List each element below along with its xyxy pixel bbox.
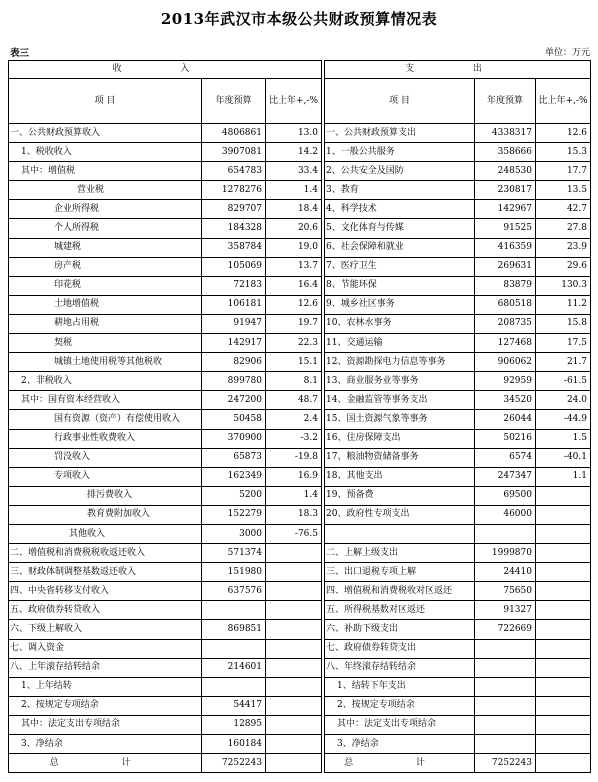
row-item (325, 524, 475, 543)
table-row (9, 601, 322, 620)
row-item: 土地增值税 (9, 295, 202, 314)
row-item: 15、国土资源气象等事务 (325, 410, 475, 429)
table-row (325, 544, 591, 563)
row-item: 10、农林水事务 (325, 314, 475, 333)
row-budget: 680518 (475, 295, 536, 314)
row-change: 14.2 (266, 143, 322, 162)
table-row (325, 257, 591, 276)
row-item: 六、下级上解收入 (9, 620, 202, 639)
row-budget: 214601 (202, 658, 266, 677)
row-item: 八、年终滚存结转结余 (325, 658, 475, 677)
expenditure-col-change: 比上年+,-% (536, 79, 591, 124)
table-row (325, 735, 591, 754)
row-budget: 869851 (202, 620, 266, 639)
expenditure-col-item: 项 目 (325, 79, 475, 124)
row-item: 9、城乡社区事务 (325, 295, 475, 314)
row-change: 12.6 (536, 124, 591, 143)
row-change (266, 582, 322, 601)
row-item: 3、净结余 (325, 735, 475, 754)
row-item: 耕地占用税 (9, 314, 202, 333)
row-budget: 370900 (202, 429, 266, 448)
row-change (266, 563, 322, 582)
row-change: 15.8 (536, 314, 591, 333)
table-row (9, 353, 322, 372)
row-budget (202, 639, 266, 658)
row-item: 3、净结余 (9, 735, 202, 754)
row-change: 42.7 (536, 200, 591, 219)
row-change: 1.4 (266, 486, 322, 505)
row-budget: 91327 (475, 601, 536, 620)
row-budget: 50458 (202, 410, 266, 429)
row-change: 8.1 (266, 372, 322, 391)
table-row (9, 696, 322, 715)
row-budget: 24410 (475, 563, 536, 582)
row-change (266, 639, 322, 658)
row-budget: 416359 (475, 238, 536, 257)
table-row (325, 486, 591, 505)
table-row (9, 276, 322, 295)
row-budget: 230817 (475, 181, 536, 200)
row-budget: 829707 (202, 200, 266, 219)
table-row (9, 200, 322, 219)
row-item: 2、非税收入 (9, 372, 202, 391)
table-row (9, 429, 322, 448)
row-item: 17、粮油物资储备事务 (325, 448, 475, 467)
row-change: 2.4 (266, 410, 322, 429)
report-title: 2013年武汉市本级公共财政预算情况表 (160, 10, 438, 28)
row-item: 3、教育 (325, 181, 475, 200)
row-item: 三、财政体制调整基数返还收入 (9, 563, 202, 582)
row-item: 13、商业服务业等事务 (325, 372, 475, 391)
row-budget: 91525 (475, 219, 536, 238)
table-row (9, 658, 322, 677)
row-item: 1、一般公共服务 (325, 143, 475, 162)
row-item: 契税 (9, 334, 202, 353)
table-row (325, 314, 591, 333)
row-change (266, 601, 322, 620)
row-change: 22.3 (266, 334, 322, 353)
table-row (9, 715, 322, 734)
table-row (9, 219, 322, 238)
row-change (536, 715, 591, 734)
table-row (325, 582, 591, 601)
table-row (325, 410, 591, 429)
row-change: 1.5 (536, 429, 591, 448)
row-budget: 142967 (475, 200, 536, 219)
budget-tables (8, 60, 590, 780)
row-change: -61.5 (536, 372, 591, 391)
row-item: 7、医疗卫生 (325, 257, 475, 276)
row-budget: 72183 (202, 276, 266, 295)
row-budget (475, 658, 536, 677)
row-budget: 162349 (202, 467, 266, 486)
row-item: 1、税收收入 (9, 143, 202, 162)
table-row (325, 715, 591, 734)
table-row (9, 620, 322, 639)
row-change (536, 735, 591, 754)
row-change: 48.7 (266, 391, 322, 410)
table-row (9, 582, 322, 601)
row-budget: 247347 (475, 467, 536, 486)
row-budget: 6574 (475, 448, 536, 467)
row-budget: 3907081 (202, 143, 266, 162)
row-item: 1、结转下年支出 (325, 677, 475, 696)
row-budget: 1278276 (202, 181, 266, 200)
row-change: 17.7 (536, 162, 591, 181)
table-row (325, 219, 591, 238)
row-item: 国有资源（资产）有偿使用收入 (9, 410, 202, 429)
row-item: 四、中央省转移支付收入 (9, 582, 202, 601)
row-item: 个人所得税 (9, 219, 202, 238)
row-budget: 7252243 (202, 754, 266, 773)
row-budget: 92959 (475, 372, 536, 391)
table-row (9, 639, 322, 658)
row-budget: 105069 (202, 257, 266, 276)
row-item: 5、文化体育与传媒 (325, 219, 475, 238)
table-row (325, 391, 591, 410)
table-row (325, 754, 591, 773)
income-col-item: 项 目 (9, 79, 202, 124)
row-change: 33.4 (266, 162, 322, 181)
row-item: 四、增值税和消费税收对区返还 (325, 582, 475, 601)
row-item: 总 计 (9, 754, 202, 773)
row-budget: 5200 (202, 486, 266, 505)
row-item: 19、预备费 (325, 486, 475, 505)
row-item: 一、公共财政预算支出 (325, 124, 475, 143)
table-row (9, 754, 322, 773)
row-item: 2、按规定专项结余 (9, 696, 202, 715)
table-row (9, 257, 322, 276)
row-item: 五、政府债券转贷收入 (9, 601, 202, 620)
row-budget: 152279 (202, 505, 266, 524)
table-row (9, 372, 322, 391)
row-change: 16.9 (266, 467, 322, 486)
row-budget: 269631 (475, 257, 536, 276)
row-item: 行政事业性收费收入 (9, 429, 202, 448)
table-row (325, 601, 591, 620)
table-row (325, 143, 591, 162)
row-budget: 151980 (202, 563, 266, 582)
table-row (325, 372, 591, 391)
row-change: 13.5 (536, 181, 591, 200)
income-header: 收 入 (9, 61, 322, 79)
expenditure-col-budget: 年度预算 (475, 79, 536, 124)
row-item: 14、金融监管等事务支出 (325, 391, 475, 410)
row-change: 15.3 (536, 143, 591, 162)
table-row (325, 677, 591, 696)
row-item: 企业所得税 (9, 200, 202, 219)
row-change: 18.4 (266, 200, 322, 219)
row-budget: 571374 (202, 544, 266, 563)
row-change (536, 582, 591, 601)
table-row (9, 505, 322, 524)
row-change: -3.2 (266, 429, 322, 448)
row-item: 城建税 (9, 238, 202, 257)
row-change (266, 754, 322, 773)
table-row (325, 238, 591, 257)
row-item: 20、政府性专项支出 (325, 505, 475, 524)
row-item: 专项收入 (9, 467, 202, 486)
income-table (8, 60, 322, 773)
table-row (325, 696, 591, 715)
row-item: 16、住房保障支出 (325, 429, 475, 448)
row-change: 17.5 (536, 334, 591, 353)
row-item: 6、社会保障和就业 (325, 238, 475, 257)
row-budget: 54417 (202, 696, 266, 715)
row-budget: 3000 (202, 524, 266, 543)
table-row (325, 505, 591, 524)
row-change (536, 658, 591, 677)
row-budget (202, 601, 266, 620)
row-change: 1.4 (266, 181, 322, 200)
row-change: 13.7 (266, 257, 322, 276)
row-item: 六、补助下级支出 (325, 620, 475, 639)
expenditure-table (324, 60, 591, 773)
table-row (325, 124, 591, 143)
table-row (325, 658, 591, 677)
row-budget: 75650 (475, 582, 536, 601)
row-item: 城镇土地使用税等其他税收 (9, 353, 202, 372)
row-change: -44.9 (536, 410, 591, 429)
row-change: -19.8 (266, 448, 322, 467)
table-row (325, 524, 591, 543)
row-change: 23.9 (536, 238, 591, 257)
row-change: 15.1 (266, 353, 322, 372)
row-budget (475, 715, 536, 734)
row-change (536, 639, 591, 658)
row-change: -40.1 (536, 448, 591, 467)
table-row (9, 143, 322, 162)
row-item: 教育费附加收入 (9, 505, 202, 524)
table-row (9, 295, 322, 314)
row-budget: 46000 (475, 505, 536, 524)
row-budget: 127468 (475, 334, 536, 353)
row-change: 19.7 (266, 314, 322, 333)
row-item: 二、增值税和消费税税收返还收入 (9, 544, 202, 563)
row-budget: 248530 (475, 162, 536, 181)
table-row (9, 124, 322, 143)
row-budget: 69500 (475, 486, 536, 505)
row-change (536, 505, 591, 524)
row-item: 七、政府债券转贷支出 (325, 639, 475, 658)
table-row (9, 563, 322, 582)
row-item: 三、出口退税专项上解 (325, 563, 475, 582)
row-budget: 1999870 (475, 544, 536, 563)
row-change (536, 524, 591, 543)
row-change: 12.6 (266, 295, 322, 314)
row-budget: 82906 (202, 353, 266, 372)
table-number: 表三 (10, 48, 30, 59)
row-item: 其中：增值税 (9, 162, 202, 181)
table-row (9, 735, 322, 754)
row-budget: 7252243 (475, 754, 536, 773)
table-row (9, 410, 322, 429)
row-budget (475, 696, 536, 715)
row-change: 27.8 (536, 219, 591, 238)
row-item: 房产税 (9, 257, 202, 276)
table-row (9, 448, 322, 467)
row-budget: 142917 (202, 334, 266, 353)
row-item: 一、公共财政预算收入 (9, 124, 202, 143)
row-budget: 722669 (475, 620, 536, 639)
unit-label: 单位：万元 (544, 48, 590, 58)
table-row (9, 677, 322, 696)
row-budget: 906062 (475, 353, 536, 372)
row-change (536, 620, 591, 639)
row-item: 总 计 (325, 754, 475, 773)
row-change: 11.2 (536, 295, 591, 314)
row-change (536, 696, 591, 715)
row-budget: 358666 (475, 143, 536, 162)
row-budget: 637576 (202, 582, 266, 601)
row-change: 1.1 (536, 467, 591, 486)
table-row (9, 544, 322, 563)
row-change (266, 715, 322, 734)
table-row (9, 162, 322, 181)
income-col-budget: 年度预算 (202, 79, 266, 124)
row-change (266, 696, 322, 715)
table-row (325, 639, 591, 658)
row-change (536, 544, 591, 563)
table-row (325, 467, 591, 486)
table-row (325, 620, 591, 639)
row-item: 八、上年滚存结转结余 (9, 658, 202, 677)
row-change: 20.6 (266, 219, 322, 238)
row-budget: 184328 (202, 219, 266, 238)
row-item: 4、科学技术 (325, 200, 475, 219)
row-change: 18.3 (266, 505, 322, 524)
row-budget: 83879 (475, 276, 536, 295)
row-change (266, 677, 322, 696)
row-change (536, 563, 591, 582)
row-budget: 654783 (202, 162, 266, 181)
row-item: 1、上年结转 (9, 677, 202, 696)
row-budget: 12895 (202, 715, 266, 734)
table-row (325, 276, 591, 295)
table-row (325, 162, 591, 181)
table-row (325, 181, 591, 200)
row-budget (202, 677, 266, 696)
table-row (9, 486, 322, 505)
row-item: 其中：国有资本经营收入 (9, 391, 202, 410)
table-row (325, 334, 591, 353)
table-row (325, 429, 591, 448)
row-item: 其他收入 (9, 524, 202, 543)
row-change (266, 735, 322, 754)
row-change: 29.6 (536, 257, 591, 276)
row-budget: 26044 (475, 410, 536, 429)
row-budget: 34520 (475, 391, 536, 410)
row-budget (475, 677, 536, 696)
row-change (266, 658, 322, 677)
row-budget: 106181 (202, 295, 266, 314)
row-item: 8、节能环保 (325, 276, 475, 295)
row-change: 21.7 (536, 353, 591, 372)
row-budget (475, 639, 536, 658)
table-row (9, 334, 322, 353)
table-row (9, 314, 322, 333)
row-change (266, 620, 322, 639)
table-row (9, 238, 322, 257)
table-row (325, 353, 591, 372)
row-budget: 160184 (202, 735, 266, 754)
row-budget: 899780 (202, 372, 266, 391)
row-item: 营业税 (9, 181, 202, 200)
row-item: 五、所得税基数对区返还 (325, 601, 475, 620)
row-budget: 91947 (202, 314, 266, 333)
row-item: 12、资源勘探电力信息等事务 (325, 353, 475, 372)
row-change: 24.0 (536, 391, 591, 410)
row-budget: 208735 (475, 314, 536, 333)
row-change: 16.4 (266, 276, 322, 295)
row-budget: 4338317 (475, 124, 536, 143)
row-item: 二、上解上级支出 (325, 544, 475, 563)
row-budget: 65873 (202, 448, 266, 467)
income-col-change: 比上年+,-% (266, 79, 322, 124)
row-item: 2、按规定专项结余 (325, 696, 475, 715)
expenditure-header: 支 出 (325, 61, 591, 79)
row-budget (475, 524, 536, 543)
row-budget: 247200 (202, 391, 266, 410)
row-budget: 358784 (202, 238, 266, 257)
row-item: 18、其他支出 (325, 467, 475, 486)
row-budget: 50216 (475, 429, 536, 448)
table-row (9, 524, 322, 543)
table-row (9, 391, 322, 410)
table-row (325, 563, 591, 582)
row-change: 13.0 (266, 124, 322, 143)
row-budget (475, 735, 536, 754)
row-change (536, 677, 591, 696)
row-item: 2、公共安全及国防 (325, 162, 475, 181)
row-change: 130.3 (536, 276, 591, 295)
row-item: 其中：法定支出专项结余 (325, 715, 475, 734)
row-change (536, 486, 591, 505)
row-item: 11、交通运输 (325, 334, 475, 353)
row-item: 七、调入资金 (9, 639, 202, 658)
row-item: 印花税 (9, 276, 202, 295)
table-row (9, 467, 322, 486)
table-row (9, 181, 322, 200)
row-change (536, 754, 591, 773)
row-change: -76.5 (266, 524, 322, 543)
table-row (325, 448, 591, 467)
row-change: 19.0 (266, 238, 322, 257)
row-item: 其中：法定支出专项结余 (9, 715, 202, 734)
row-budget: 4806861 (202, 124, 266, 143)
row-item: 排污费收入 (9, 486, 202, 505)
table-row (325, 200, 591, 219)
row-change (266, 544, 322, 563)
table-row (325, 295, 591, 314)
row-item: 罚没收入 (9, 448, 202, 467)
row-change (536, 601, 591, 620)
